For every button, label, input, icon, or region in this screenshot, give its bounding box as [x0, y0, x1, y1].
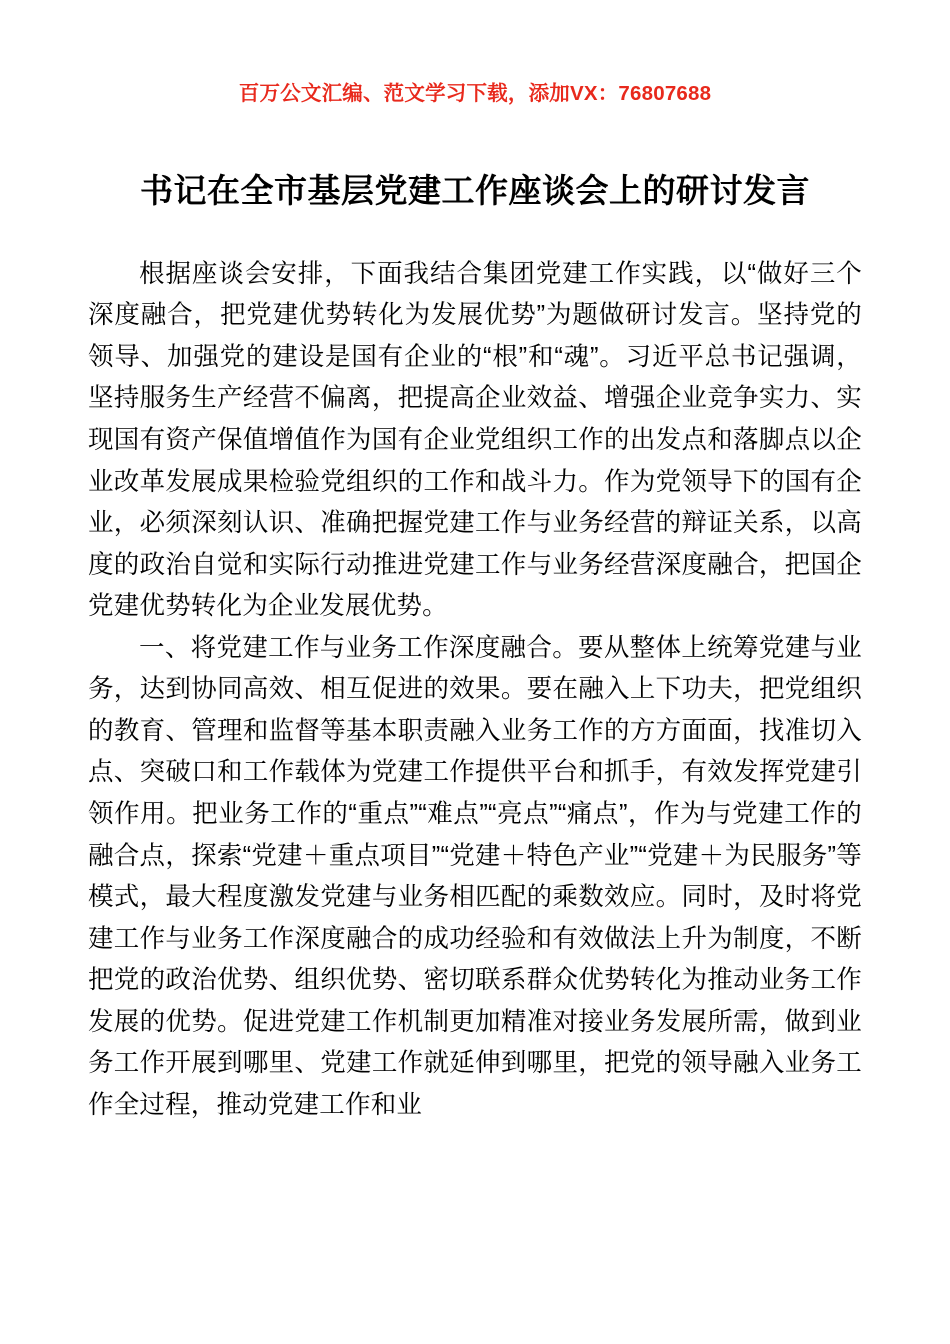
watermark-banner: 百万公文汇编、范文学习下载，添加VX：76807688 — [238, 82, 712, 105]
document-body — [88, 254, 862, 1127]
page-title: 书记在全市基层党建工作座谈会上的研讨发言 — [140, 171, 810, 209]
paragraph: 根据座谈会安排，下面我结合集团党建工作实践，以“做好三个深度融合，把党建优势转化为发展优势”为题做研讨发言。坚持党的领导、加强党的建设是国有企业的“根”和“魂”。习近平总书记强调，坚持服务生产经营不偏离，把提高企业效益、增强企业竞争实力、实现国有资产保值增值作为国有企业党组织工作的出发点和落脚点以企业改革发展成果检验党组织的工作和战斗力。作为党领导下的国有企业，必须深刻认识、准确把握党建工作与业务经营的辩证关系，以高度的政治自觉和实际行动推进党建工作与业务经营深度融合，把国企党建优势转化为企业发展优势。 — [88, 259, 862, 621]
paragraph: 一、将党建工作与业务工作深度融合。要从整体上统筹党建与业务，达到协同高效、相互促进的效果。要在融入上下功夫，把党组织的教育、管理和监督等基本职责融入业务工作的方方面面，找准切入点、突破口和工作载体为党建工作提供平台和抓手，有效发挥党建引领作用。把业务工作的“重点”“难点”“亮点”“痛点”，作为与党建工作的融合点，探索“党建＋重点项目”“党建＋特色产业”“党建＋为民服务”等模式，最大程度激发党建与业务相匹配的乘数效应。同时，及时将党建工作与业务工作深度融合的成功经验和有效做法上升为制度，不断把党的政治优势、组织优势、密切联系群众优势转化为推动业务工作发展的优势。促进党建工作机制更加精准对接业务发展所需，做到业务工作开展到哪里、党建工作就延伸到哪里，把党的领导融入业务工作全过程，推动党建工作和业 — [88, 633, 862, 1119]
